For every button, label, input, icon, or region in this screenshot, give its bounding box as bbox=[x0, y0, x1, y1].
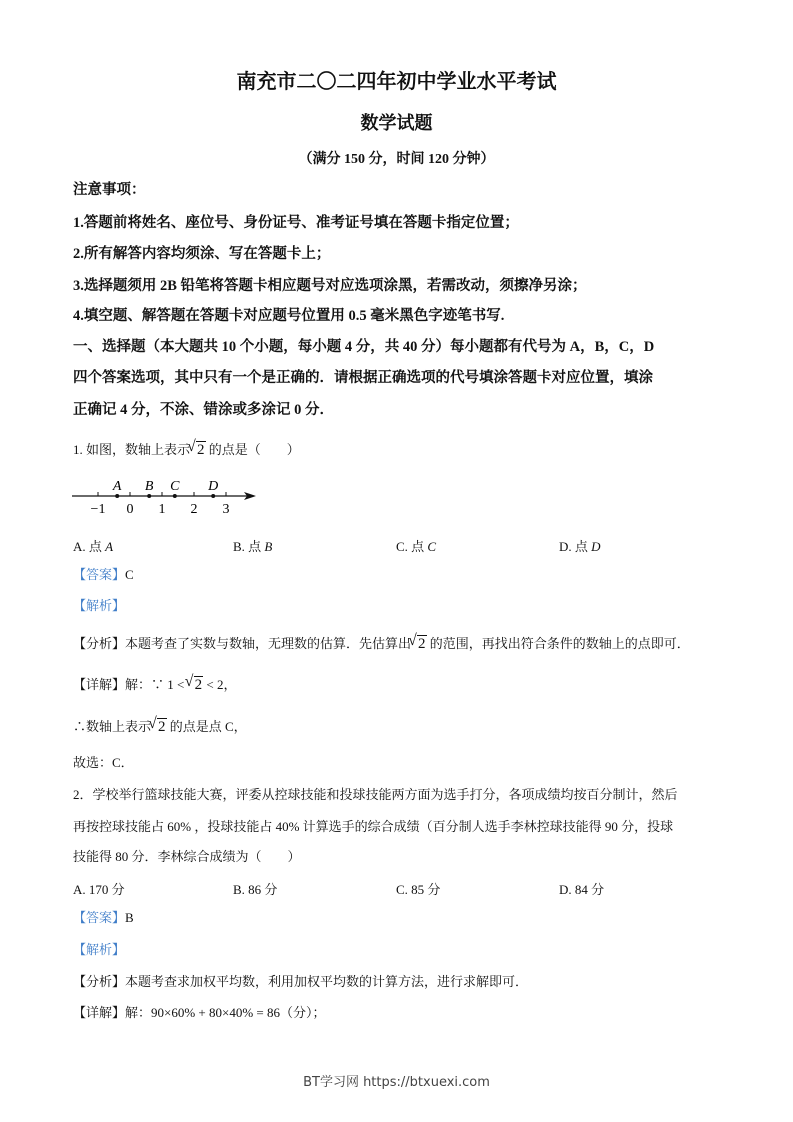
tick-label: 0 bbox=[126, 502, 134, 517]
point-A bbox=[115, 494, 119, 498]
tick-label: 2 bbox=[190, 502, 198, 517]
note-item: 1.答题前将姓名、座位号、身份证号、准考证号填在答题卡指定位置； bbox=[73, 215, 519, 231]
q1-detail: 【详解】解：∵ 1 < √ 2 < 2， bbox=[73, 675, 236, 695]
q1-option-d: D. 点 D bbox=[559, 539, 601, 554]
section-instructions: 一、选择题（本大题共 10 个小题，每小题 4 分，共 40 分）每小题都有代号为 A，B，C，D bbox=[73, 339, 655, 355]
footer-watermark: BT学习网 https://btxuexi.com bbox=[303, 1075, 490, 1090]
q2-stem: 再按控球技能占 60% ，投球技能占 40% 计算选手的综合成绩（百分制人选手李林控球技能得 90 分，投球 bbox=[73, 819, 674, 834]
sqrt: √ 2 bbox=[196, 441, 206, 458]
q1-fenxi: 【分析】本题考查了实数与数轴，无理数的估算．先估算出√ 2 的范围，再找出符合条件的数轴上的点即可． bbox=[73, 634, 690, 654]
q2-answer: 【答案】B bbox=[73, 910, 134, 925]
point-label: B bbox=[144, 479, 154, 494]
q1-option-a: A. 点 A bbox=[73, 539, 114, 554]
text: 的点是（ ） bbox=[208, 442, 300, 457]
notes-heading: 注意事项： bbox=[73, 182, 146, 198]
tick-label: −1 bbox=[90, 502, 106, 517]
note-item: 3.选择题须用 2B 铅笔将答题卡相应题号对应选项涂黑，若需改动，须擦净另涂； bbox=[73, 278, 587, 294]
q1-stem bbox=[73, 440, 300, 460]
q2-option-a: A. 170 分 bbox=[73, 882, 125, 897]
number-line bbox=[70, 470, 270, 520]
q2-analysis-label: 【解析】 bbox=[73, 942, 126, 957]
section-instructions: 正确记 4 分，不涂、错涂或多涂记 0 分． bbox=[73, 402, 334, 418]
q2-stem: 技能得 80 分．李林综合成绩为（ ） bbox=[73, 849, 301, 864]
point-D bbox=[211, 494, 215, 498]
q1-answer: 【答案】C bbox=[73, 567, 134, 582]
q1-option-b: B. 点 B bbox=[233, 539, 273, 554]
point-label: A bbox=[112, 479, 122, 494]
point-label: D bbox=[208, 479, 219, 494]
subject-title: 数学试题 bbox=[360, 113, 433, 133]
note-item: 2.所有解答内容均须涂、写在答题卡上； bbox=[73, 246, 331, 262]
exam-title: 南充市二〇二四年初中学业水平考试 bbox=[236, 71, 557, 93]
tick-label: 3 bbox=[222, 502, 230, 517]
q2-fenxi: 【分析】本题考查求加权平均数，利用加权平均数的计算方法，进行求解即可． bbox=[73, 974, 529, 989]
q1-choose: 故选：C． bbox=[73, 755, 134, 770]
point-label: C bbox=[170, 479, 180, 494]
point-B bbox=[147, 494, 151, 498]
text: 1. 如图，数轴上表示 bbox=[73, 442, 191, 457]
q1-therefore: ∴数轴上表示√ 2 的点是点 C， bbox=[73, 717, 247, 737]
q2-option-b: B. 86 分 bbox=[233, 882, 278, 897]
q2-stem: 2．学校举行篮球技能大赛，评委从控球技能和投球技能两方面为选手打分，各项成绩均按百分制计，然后 bbox=[73, 787, 678, 802]
q2-option-d: D. 84 分 bbox=[559, 882, 605, 897]
q2-detail: 【详解】解：90×60% + 80×40% = 86（分）； bbox=[73, 1005, 326, 1020]
note-item: 4.填空题、解答题在答题卡对应题号位置用 0.5 毫米黑色字迹笔书写. bbox=[73, 308, 505, 324]
q1-analysis-label: 【解析】 bbox=[73, 598, 126, 613]
q2-option-c: C. 85 分 bbox=[396, 882, 441, 897]
exam-info: （满分 150 分，时间 120 分钟） bbox=[298, 152, 495, 167]
section-instructions: 四个答案选项，其中只有一个是正确的．请根据正确选项的代号填涂答题卡对应位置，填涂 bbox=[73, 370, 653, 386]
tick-label: 1 bbox=[158, 502, 166, 517]
point-C bbox=[173, 494, 177, 498]
q1-option-c: C. 点 C bbox=[396, 539, 437, 554]
